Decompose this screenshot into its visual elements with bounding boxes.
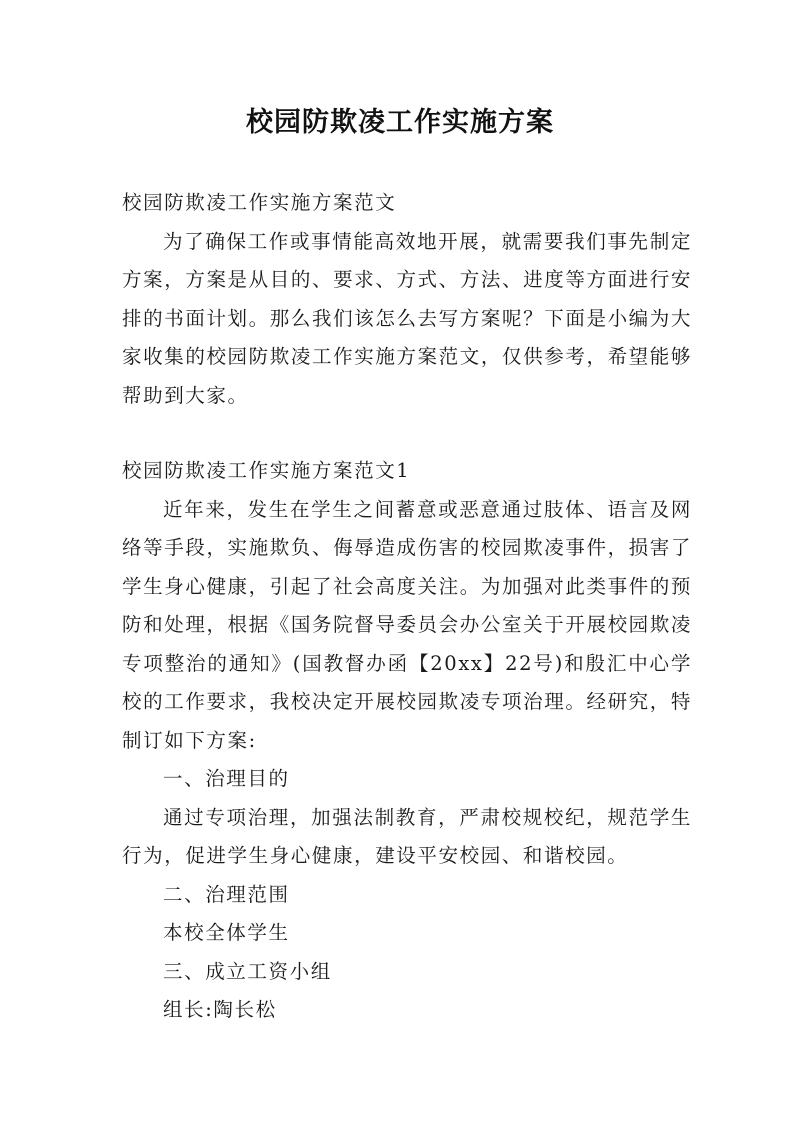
item2-heading: 二、治理范围: [163, 882, 290, 906]
item3-text: 组长:陶长松: [163, 998, 277, 1021]
document-body: [122, 184, 692, 1030]
item1-text: 通过专项治理，加强法制教育，严肃校规校纪，规范学生行为，促进学生身心健康，建设平安校园、和谐校园。: [122, 805, 692, 867]
intro-paragraph: 为了确保工作或事情能高效地开展，就需要我们事先制定方案，方案是从目的、要求、方式、方法、进度等方面进行安排的书面计划。那么我们该怎么去写方案呢？下面是小编为大家收集的校园防欺凌工作实施方案范文，仅供参考，希望能够帮助到大家。: [122, 229, 692, 407]
intro-heading: 校园防欺凌工作实施方案范文: [122, 191, 397, 214]
section1-heading: 校园防欺凌工作实施方案范文1: [122, 459, 411, 482]
document-title: 校园防欺凌工作实施方案: [246, 107, 554, 138]
item1-heading: 一、治理目的: [163, 767, 290, 790]
section1-paragraph: 近年来，发生在学生之间蓄意或恶意通过肢体、语言及网络等手段，实施欺负、侮辱造成伤害的校园欺凌事件，损害了学生身心健康，引起了社会高度关注。为加强对此类事件的预防和处理，根据《国务院督导委员会办公室关于开展校园欺凌专项整治的通知》(国教督办函【20xx】22号)和殷汇中心学校的工作要求，我校决定开展校园欺凌专项治理。经研究，特制订如下方案:: [122, 497, 692, 752]
item3-heading: 三、成立工资小组: [163, 959, 332, 983]
item2-text: 本校全体学生: [163, 921, 290, 944]
paragraph-gap: [122, 415, 692, 452]
